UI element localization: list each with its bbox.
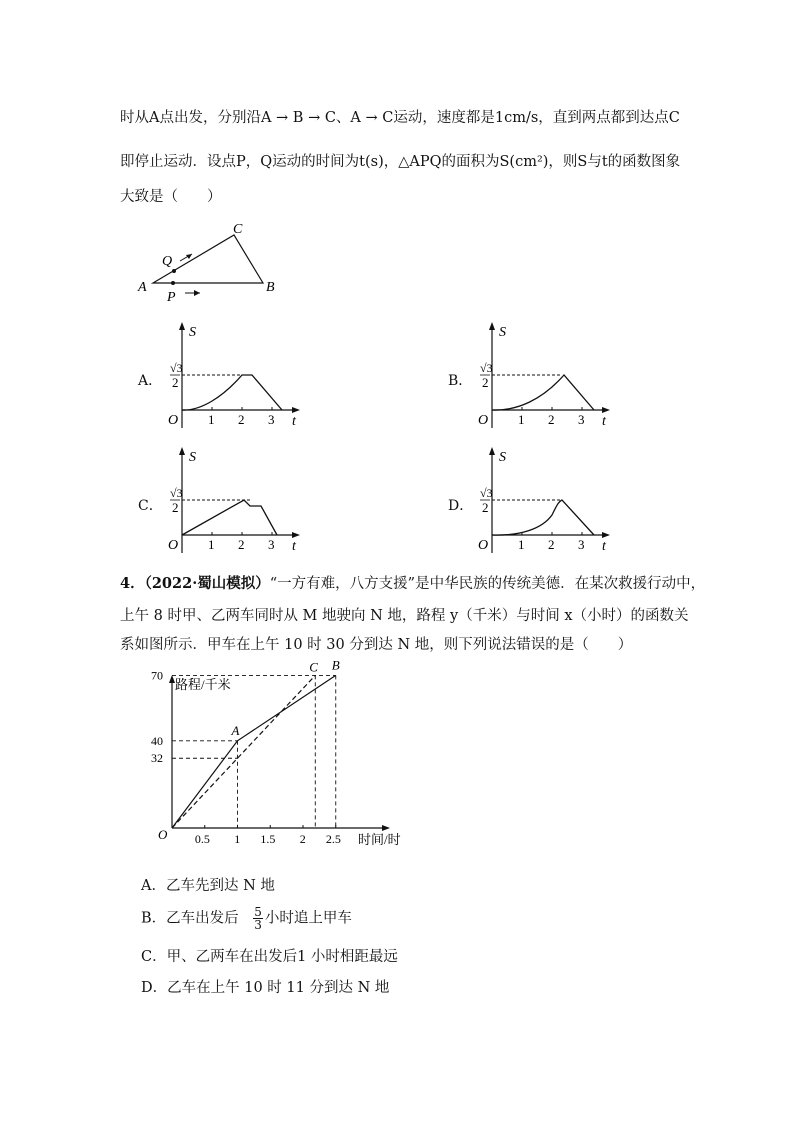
q4-option-c: C．甲、乙两车在出发后1 小时相距最远 [141,949,398,965]
axis-label-s: S [189,450,196,465]
point-label-a: A [231,722,240,738]
y-value-num: √3 [480,486,493,500]
origin-label: O [168,413,179,428]
tick-label: 1 [518,537,525,552]
q3-line-3: 大致是（ ） [120,189,222,205]
q3-line-2: 即停止运动．设点P，Q运动的时间为t(s)，△APQ的面积为S(cm²)，则S与t的函数图象 [120,154,681,170]
series-line-solid [172,675,336,828]
y-value-den: 2 [172,500,179,515]
q4-line-2: 上午 8 时甲、乙两车同时从 M 地驶向 N 地，路程 y（千米）与时间 x（小时）的函数关 [120,608,689,624]
option-graph-d [446,445,621,565]
distance-time-chart [140,657,420,852]
q4-option-b-prefix: B．乙车出发后 [141,910,239,927]
point-label-b: B [331,657,340,673]
x-tick-label: 2.5 [325,832,341,846]
tick-label: 2 [238,412,245,427]
option-graph-c [136,445,311,565]
tick-label: 3 [268,412,275,427]
x-axis-arrow [382,825,390,831]
label-Q: Q [162,254,173,269]
option-label: A． [138,373,163,389]
axis-label-t: t [602,539,606,554]
q4-option-b [141,906,352,931]
option-label: D． [448,498,474,514]
axis-label-t: t [602,414,606,429]
label-A: A [138,280,147,295]
axis-label-s: S [499,450,506,465]
y-value-den: 2 [172,375,179,390]
origin-label: O [168,538,179,553]
option-axes [136,320,311,440]
origin-label: O [158,827,168,842]
y-value-den: 2 [482,375,489,390]
axis-label-s: S [189,325,196,340]
q4-number: 4． [120,575,145,592]
y-value-den: 2 [482,500,489,515]
series-line-dashed [172,675,315,828]
option-graph-a [136,320,311,440]
tick-label: 1 [208,412,215,427]
tick-label: 2 [548,412,555,427]
axis-label-t: t [292,414,296,429]
y-tick-label: 32 [151,751,163,766]
tick-label: 3 [578,537,585,552]
option-label: C． [138,498,163,514]
point-label-c: C [309,659,318,675]
q4-option-d: D．乙车在上午 10 时 11 分到达 N 地 [141,980,390,996]
x-tick-label: 0.5 [194,832,210,846]
tick-label: 2 [238,537,245,552]
tick-label: 2 [548,537,555,552]
label-B: B [266,280,275,295]
option-label: B． [448,373,473,389]
y-tick-label: 40 [151,733,163,748]
x-tick-label: 2 [299,832,306,846]
y-value-num: √3 [480,361,493,375]
tick-label: 1 [208,537,215,552]
option-axes [446,445,621,565]
fraction [253,906,263,931]
x-tick-label: 1 [234,832,241,846]
q4-option-a: A．乙车先到达 N 地 [141,878,275,894]
tick-label: 3 [578,412,585,427]
axis-label-s: S [499,325,506,340]
triangle-figure [130,215,290,305]
x-tick-label: 1.5 [260,832,276,846]
q4-option-b-suffix: 小时追上甲车 [264,910,352,927]
option-axes [446,320,621,440]
tick-label: 3 [268,537,275,552]
q4-source: （2022·蜀山模拟） [144,575,270,592]
y-tick-label: 70 [151,668,163,683]
q4-line-3: 系如图所示．甲车在上午 10 时 30 分到达 N 地，则下列说法错误的是（ ） [120,637,633,653]
tick-label: 1 [518,412,525,427]
y-value-num: √3 [170,486,183,500]
label-C: C [233,222,243,237]
axis-label-t: t [292,539,296,554]
origin-label: O [478,538,489,553]
q4-line-1-text: “一方有难，八方支援”是中华民族的传统美德．在某次救援行动中， [269,576,706,592]
q3-line-1: 时从A点出发，分别沿A → B → C、A → C运动，速度都是1cm/s，直到两点都到达点C [120,110,680,126]
origin-label: O [478,413,489,428]
fraction-den: 3 [254,918,262,932]
q4-line-1 [120,572,705,593]
fraction-num: 5 [254,905,262,919]
option-graph-b [446,320,621,440]
label-P: P [167,290,176,305]
x-axis-label: 时间/时 [358,832,401,847]
y-value-num: √3 [170,361,183,375]
option-axes [136,445,311,565]
y-axis-label: 路程/千米 [175,677,231,692]
